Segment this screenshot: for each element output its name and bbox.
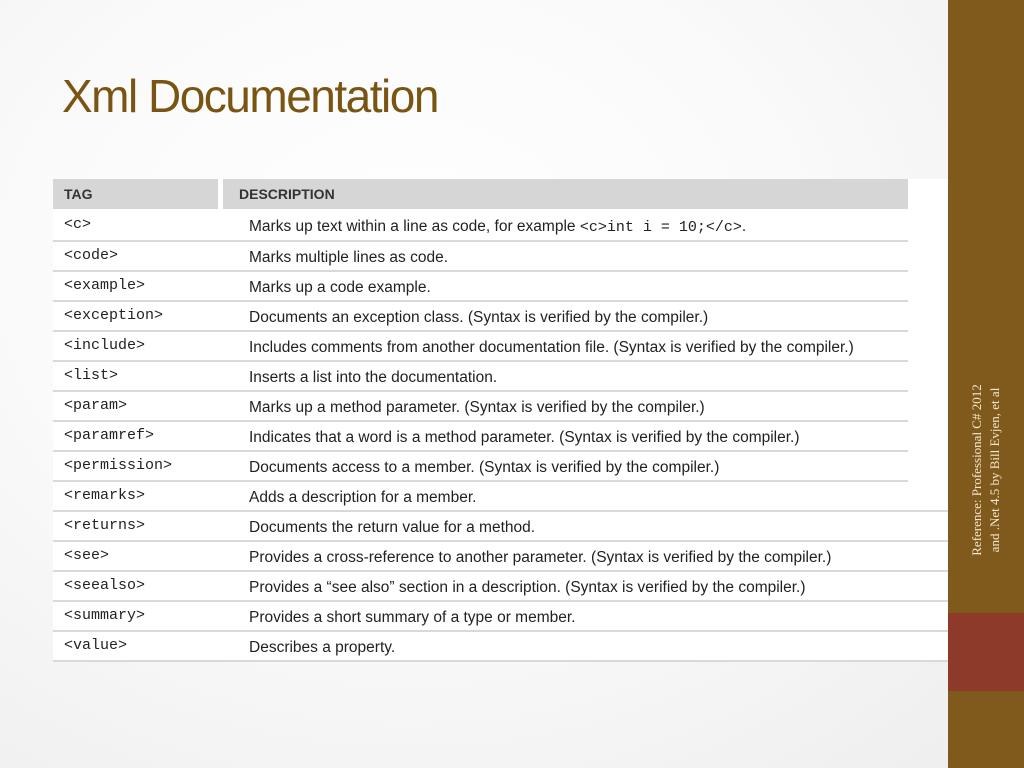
table-row [53,332,908,362]
tag-cell: <include> [64,337,146,354]
description-cell: Marks up a method parameter. (Syntax is verified by the compiler.) [249,399,705,416]
description-cell: Includes comments from another documentation file. (Syntax is verified by the compiler.) [249,339,854,356]
description-cell: Documents access to a member. (Syntax is verified by the compiler.) [249,459,720,476]
description-cell: Marks up a code example. [249,279,431,296]
tag-cell: <value> [64,637,128,654]
tag-cell: <paramref> [64,427,155,444]
reference-line-2: and .Net 4.5 by Bill Evjen, et al [987,387,1002,553]
description-cell: Adds a description for a member. [249,489,477,506]
table-row [53,452,908,482]
description-cell: Documents an exception class. (Syntax is verified by the compiler.) [249,309,709,326]
table-row [53,272,908,302]
table-header [53,179,908,211]
tag-cell: <c> [64,216,92,233]
description-cell: Documents the return value for a method. [249,519,536,536]
tag-cell: <remarks> [64,487,146,504]
description-cell: Marks multiple lines as code. [249,249,448,266]
xml-tags-table [53,179,948,662]
description-text: Marks up text within a line as code, for example [249,218,580,235]
table-row [53,542,948,572]
tag-cell: <example> [64,277,146,294]
sidebar-accent-block [948,613,1024,691]
description-cell: Provides a cross-reference to another parameter. (Syntax is verified by the compiler.) [249,549,832,566]
table-row [53,362,908,392]
tag-cell: <param> [64,397,128,414]
tag-cell: <code> [64,247,119,264]
description-cell: Provides a “see also” section in a description. (Syntax is verified by the compiler.) [249,579,806,596]
table-row [53,302,908,332]
tag-cell: <seealso> [64,577,146,594]
inline-code: <c>int i = 10;</c> [579,219,742,236]
tag-cell: <returns> [64,517,146,534]
table-row [53,632,948,662]
table-row [53,422,908,452]
tag-cell: <summary> [64,607,146,624]
table-row [53,602,948,632]
description-cell [228,211,908,240]
table-row [53,482,948,512]
header-description: DESCRIPTION [239,186,335,202]
table-row [53,572,948,602]
description-cell: Describes a property. [249,639,396,656]
tag-cell: <see> [64,547,110,564]
description-suffix: . [741,218,747,235]
table-row [53,242,908,272]
table-row [53,392,908,422]
slide-title: Xml Documentation [62,70,438,122]
header-tag: TAG [53,179,223,209]
description-cell: Inserts a list into the documentation. [249,369,498,386]
reference-line-1: Reference: Professional C# 2012 [969,384,984,556]
tag-cell: <list> [64,367,119,384]
tag-cell: <permission> [64,457,173,474]
description-cell: Provides a short summary of a type or member. [249,609,576,626]
table-row [53,211,908,242]
table-row [53,512,948,542]
description-cell: Indicates that a word is a method parameter. (Syntax is verified by the compiler.) [249,429,800,446]
tag-cell: <exception> [64,307,164,324]
